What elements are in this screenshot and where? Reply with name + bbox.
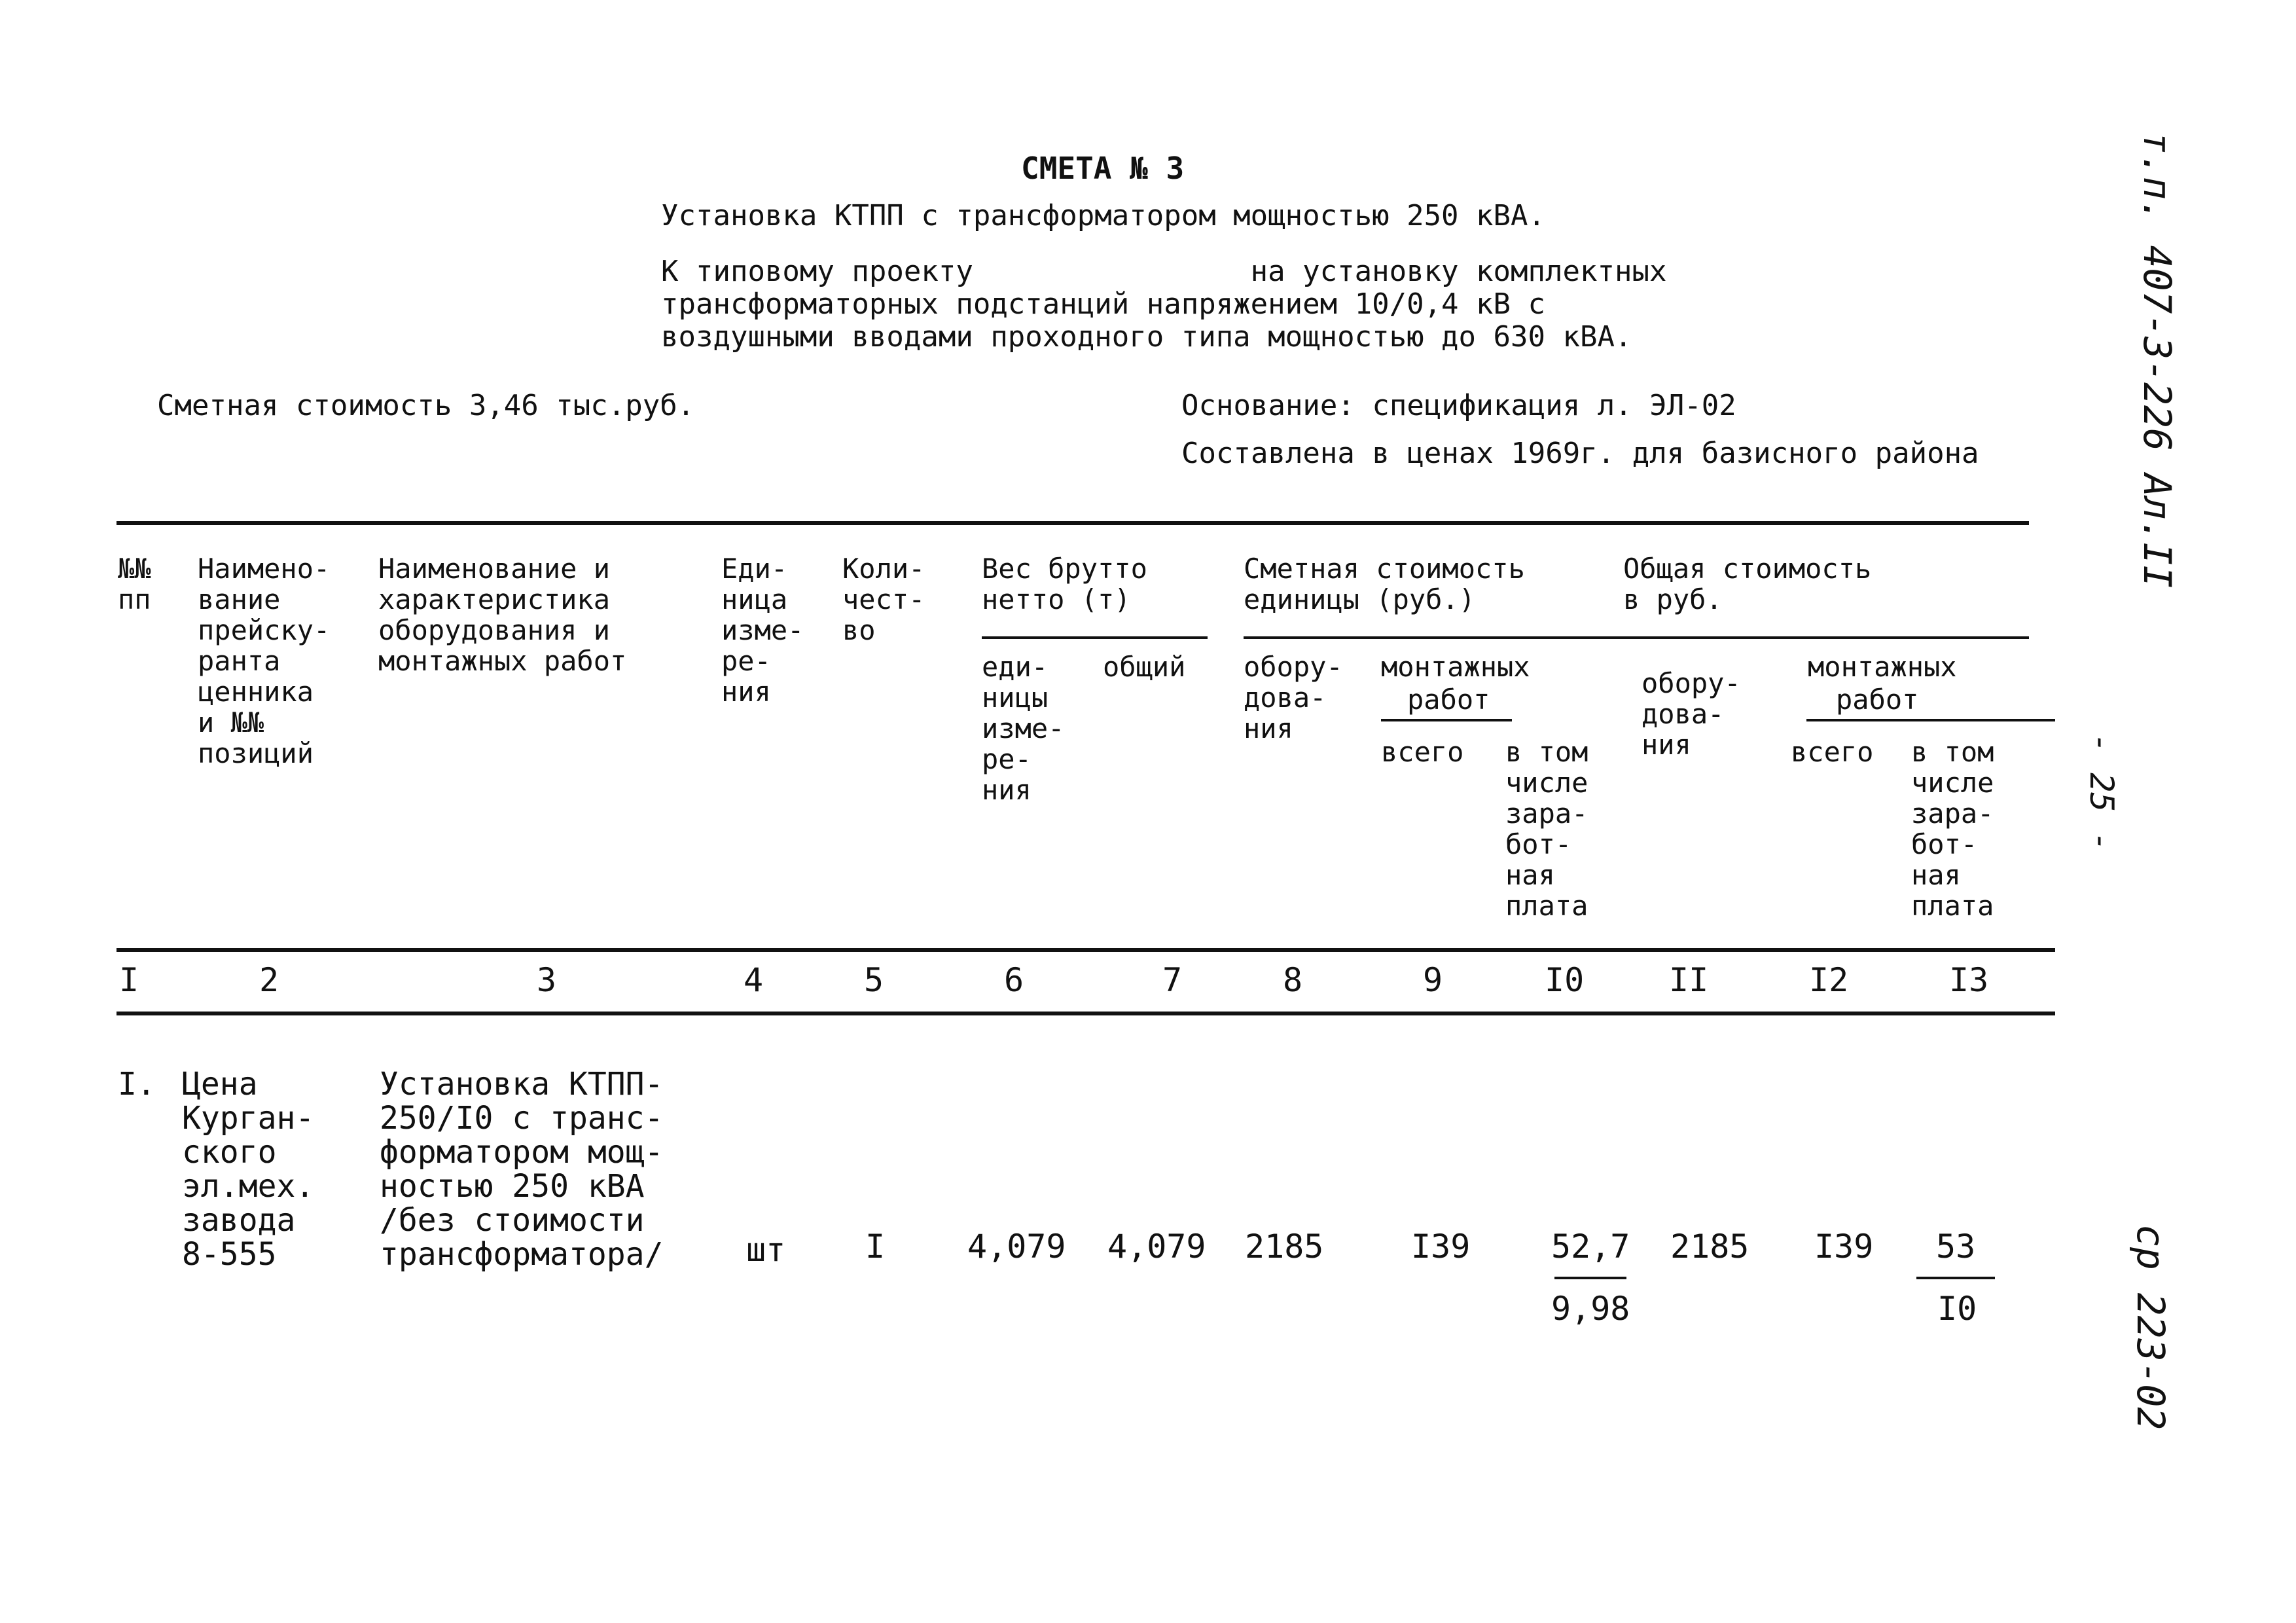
colnum-10: I0 (1545, 961, 1585, 999)
row-mount-unit: I39 (1411, 1228, 1471, 1266)
header-unit-cost-group: Сметная стоимость единицы (руб.) (1244, 553, 1525, 615)
document-subtitle: Установка КТПП с трансформатором мощностью 250 кВА. (661, 199, 1546, 232)
header-num: №№ пп (118, 553, 151, 615)
row-wage-unit: 52,7 (1551, 1228, 1630, 1266)
row-equip-unit: 2185 (1245, 1228, 1324, 1266)
row-description: Установка КТПП- 250/I0 с транс- форматором мощ- ностью 250 кВА /без стоимости трансформатора/ (380, 1066, 664, 1273)
header-weight-unit: еди- ницы изме- ре- ния (982, 651, 1065, 806)
colnum-8: 8 (1283, 961, 1303, 999)
header-equip-unit: обору- дова- ния (1244, 651, 1343, 744)
row-mount-total: I39 (1814, 1228, 1874, 1266)
page-number: - 25 - (2083, 733, 2121, 852)
header-bottom-rule (117, 948, 2055, 952)
header-weight-group: Вес брутто нетто (т) (982, 553, 1147, 615)
wage-total-underline (1916, 1277, 1995, 1279)
header-weight-total: общий (1103, 651, 1186, 683)
colnum-5: 5 (864, 961, 884, 999)
mount-total-rule (1806, 719, 2055, 721)
row-weight-unit: 4,079 (967, 1228, 1066, 1266)
mount-unit-rule (1381, 719, 1512, 721)
row-pricelist: Цена Курган- ского эл.мех. завода 8-555 (182, 1066, 315, 1273)
row-equip-total: 2185 (1670, 1228, 1749, 1266)
wage-unit-underline (1554, 1277, 1626, 1279)
colnum-12: I2 (1809, 961, 1849, 999)
header-unit: Еди- ница изме- ре- ния (721, 553, 804, 708)
numbers-bottom-rule (117, 1012, 2055, 1015)
header-mount-total-2: работ (1836, 684, 1919, 716)
document-title: СМЕТА № 3 (1021, 151, 1185, 186)
header-mount-unit-total: всего (1381, 736, 1464, 768)
row-qty: I (865, 1228, 886, 1266)
header-mount-unit-2: работ (1407, 684, 1490, 716)
sheet-ref-stamp: ср 223-02 (2128, 1224, 2173, 1431)
prices-line: Составлена в ценах 1969г. для базисного района (1181, 437, 1979, 470)
header-total-cost-group: Общая стоимость в руб. (1623, 553, 1872, 615)
cost-sub-rule (1244, 636, 2029, 639)
row-unit: шт (746, 1231, 786, 1269)
project-line-1: К типовому проекту на установку комплектных (661, 255, 1667, 288)
colnum-1: I (119, 961, 139, 999)
header-mount-total: монтажных (1808, 651, 1957, 683)
colnum-6: 6 (1004, 961, 1024, 999)
header-pricelist: Наимено- вание прейску- ранта ценника и №№ позиций (198, 553, 331, 769)
row-weight-total: 4,079 (1107, 1228, 1206, 1266)
weight-sub-rule (982, 636, 1208, 639)
colnum-4: 4 (744, 961, 764, 999)
colnum-11: II (1669, 961, 1709, 999)
header-equip-total: обору- дова- ния (1641, 667, 1741, 761)
header-description: Наименование и характеристика оборудования и монтажных работ (378, 553, 627, 677)
doc-ref-stamp: т.п. 407-3-226 Ал.II (2135, 131, 2179, 589)
basis-line: Основание: спецификация л. ЭЛ-02 (1181, 389, 1736, 422)
header-mount-unit: монтажных (1381, 651, 1530, 683)
header-mount-total-sum: всего (1791, 736, 1874, 768)
project-line-2: трансформаторных подстанций напряжением 10/0,4 кВ с (661, 287, 1546, 321)
row-wage-total: 53 (1936, 1228, 1976, 1266)
table-top-rule (117, 521, 2029, 525)
header-wage-total: в том числе зара- бот- ная плата (1911, 736, 1994, 922)
row-num: I. (118, 1066, 156, 1103)
colnum-13: I3 (1949, 961, 1989, 999)
colnum-7: 7 (1162, 961, 1183, 999)
row-wage-unit-extra: 9,98 (1551, 1290, 1630, 1328)
header-qty: Коли- чест- во (842, 553, 925, 646)
project-line-3: воздушными вводами проходного типа мощностью до 630 кВА. (661, 320, 1632, 354)
colnum-2: 2 (259, 961, 279, 999)
header-wage-unit: в том числе зара- бот- ная плата (1505, 736, 1588, 922)
row-wage-total-extra: I0 (1937, 1290, 1977, 1328)
colnum-9: 9 (1423, 961, 1443, 999)
colnum-3: 3 (537, 961, 557, 999)
estimated-cost: Сметная стоимость 3,46 тыс.руб. (157, 389, 695, 422)
